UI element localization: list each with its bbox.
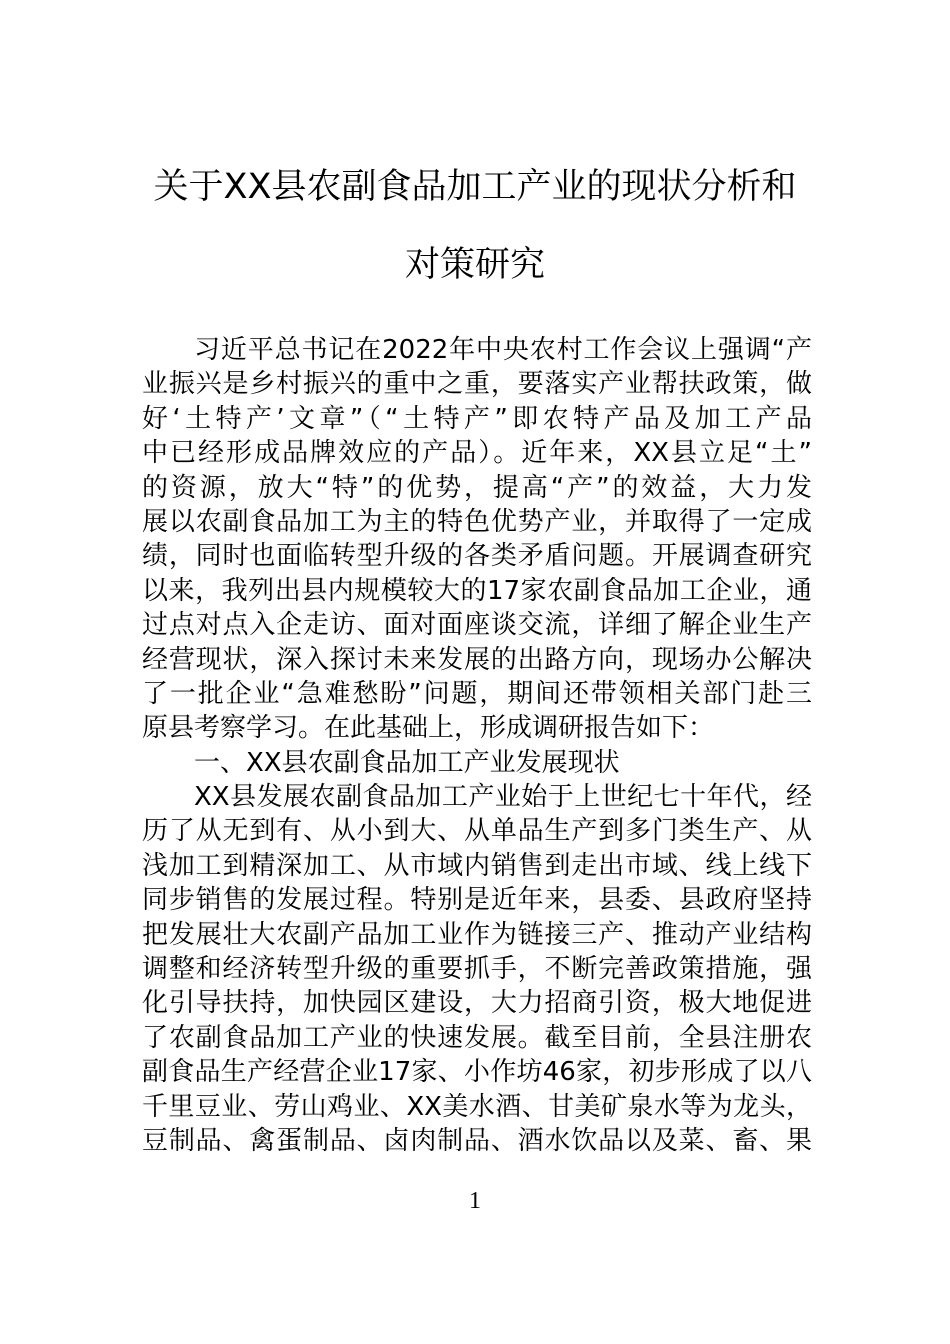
text-line: 过点对点入企走访、面对面座谈交流，详细了解企业生产	[142, 610, 812, 641]
text-line: 了一批企业“急难愁盼”问题，期间还带领相关部门赴三	[142, 678, 812, 709]
text-line: 同步销售的发展过程。特别是近年来，县委、县政府坚持	[142, 885, 812, 916]
text-line: 历了从无到有、从小到大、从单品生产到多门类生产、从	[142, 816, 812, 847]
text-line: 中已经形成品牌效应的产品）。近年来，XX县立足“土”	[142, 438, 812, 469]
text-line: 展以农副食品加工为主的特色优势产业，并取得了一定成	[142, 506, 812, 537]
document-body	[142, 333, 812, 1158]
text-line: 以来，我列出县内规模较大的17家农副食品加工企业，通	[142, 575, 812, 606]
text-line: 经营现状，深入探讨未来发展的出路方向，现场办公解决	[142, 644, 812, 675]
text-line: 副食品生产经营企业17家、小作坊46家，初步形成了以八	[142, 1057, 812, 1088]
paragraph-status	[142, 780, 812, 1158]
text-line: 习近平总书记在2022年中央农村工作会议上强调“产	[194, 335, 812, 365]
text-line: 浅加工到精深加工、从市域内销售到走出市域、线上线下	[142, 850, 812, 881]
text-line: 原县考察学习。在此基础上，形成调研报告如下：	[142, 713, 715, 744]
section-heading: 一、XX县农副食品加工产业发展现状	[194, 747, 620, 778]
text-line: 业振兴是乡村振兴的重中之重，要落实产业帮扶政策，做	[142, 369, 812, 400]
paragraph-intro	[142, 333, 812, 746]
text-line: 化引导扶持，加快园区建设，大力招商引资，极大地促进	[142, 988, 812, 1019]
text-line: 豆制品、禽蛋制品、卤肉制品、酒水饮品以及菜、畜、果	[142, 1125, 812, 1156]
document-title	[140, 167, 810, 286]
text-line: 好‘土特产’文章”（“土特产”即农特产品及加工产品	[142, 403, 812, 434]
text-line: 了农副食品加工产业的快速发展。截至目前，全县注册农	[142, 1022, 812, 1053]
text-line: 的资源，放大“特”的优势，提高“产”的效益，大力发	[142, 472, 812, 503]
text-line: XX县发展农副食品加工产业始于上世纪七十年代，经	[194, 782, 812, 813]
title-line: 对策研究	[404, 245, 545, 285]
page-number: 1	[469, 1188, 481, 1214]
text-line: 把发展壮大农副产品加工业作为链接三产、推动产业结构	[142, 919, 812, 950]
text-line: 绩，同时也面临转型升级的各类矛盾问题。开展调查研究	[142, 541, 812, 572]
text-line: 千里豆业、劳山鸡业、XX美水酒、甘美矿泉水等为龙头，	[142, 1091, 812, 1122]
title-line: 关于XX县农副食品加工产业的现状分析和	[153, 167, 797, 207]
text-line: 调整和经济转型升级的重要抓手，不断完善政策措施，强	[142, 954, 812, 985]
